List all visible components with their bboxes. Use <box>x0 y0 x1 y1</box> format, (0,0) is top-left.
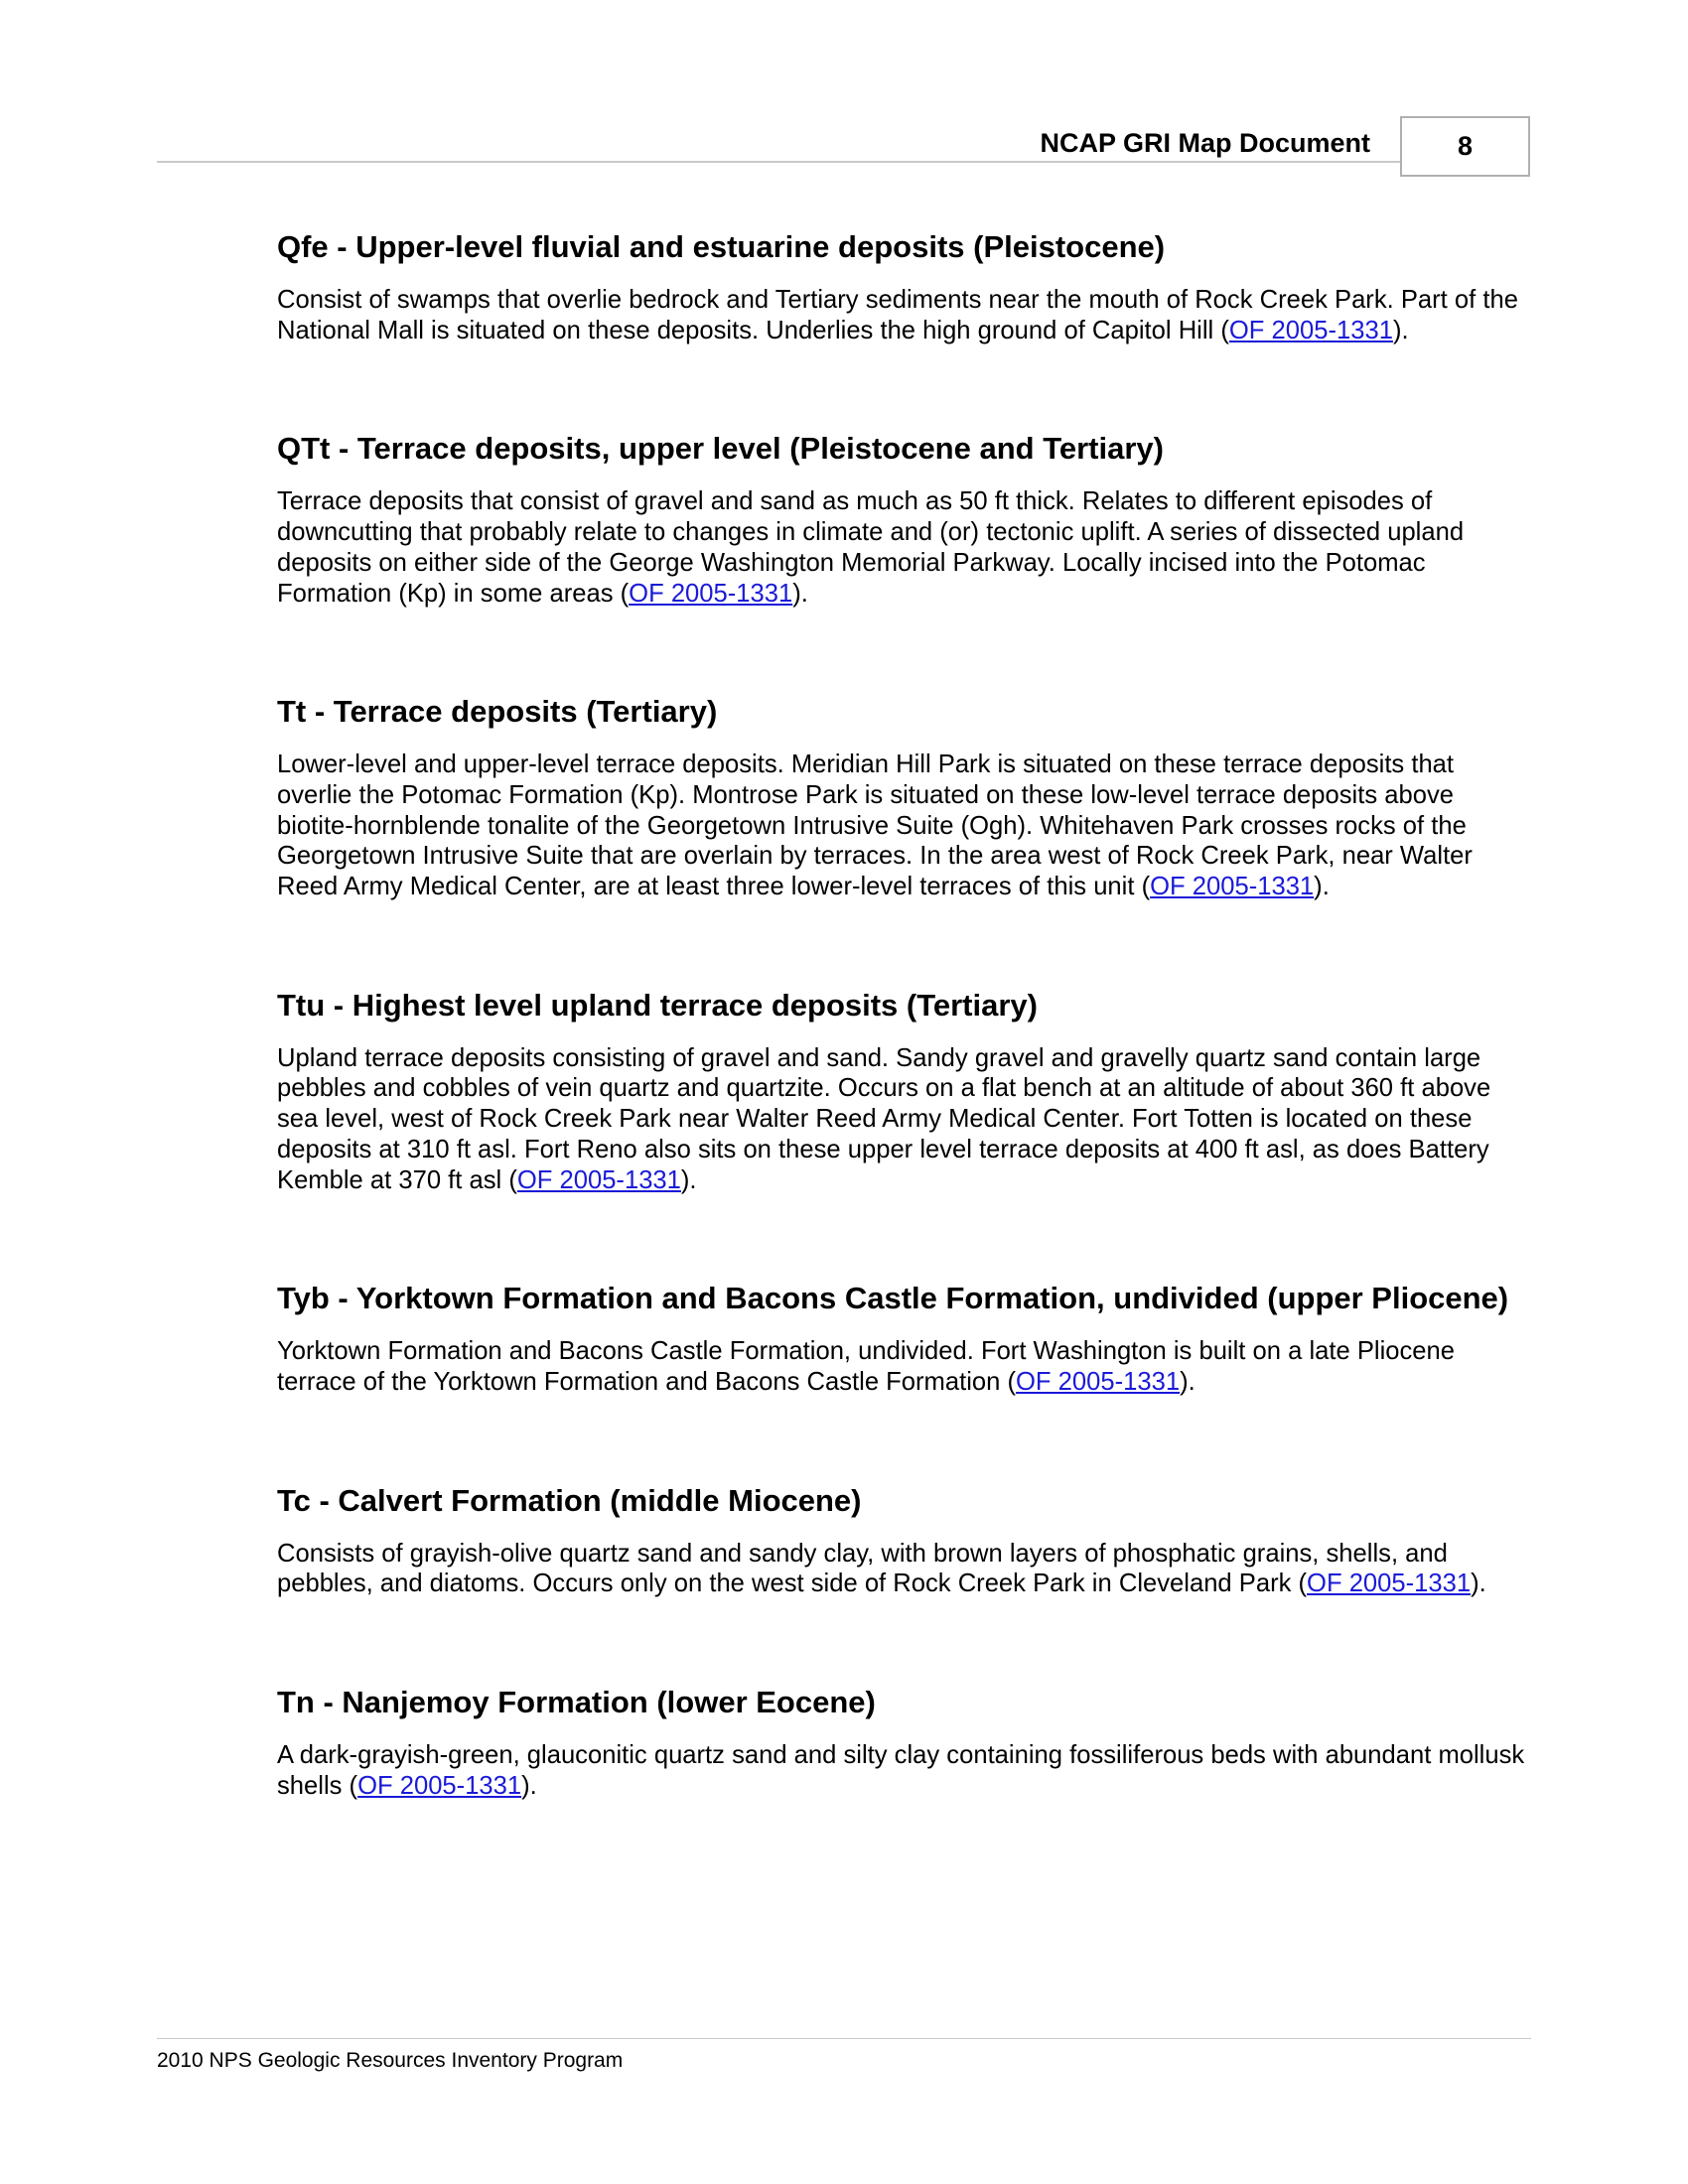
reference-link[interactable]: OF 2005-1331 <box>629 579 793 608</box>
unit-description: Terrace deposits that consist of gravel and sand as much as 50 ft thick. Relates to different episodes of downcutting that probably relate to changes in climate and (or) tectonic uplift. A series of dissected upland deposits on either side of the George Washington Memorial Parkway. Locally incised into the Potomac Formation (Kp) in some areas (OF 2005-1331). <box>277 487 1465 608</box>
unit-entry-tyb <box>277 1280 1528 1397</box>
footer-rule <box>157 2038 1531 2039</box>
document-title: NCAP GRI Map Document <box>1040 128 1370 158</box>
unit-description: Consists of grayish-olive quartz sand and sandy clay, with brown layers of phosphatic grains, shells, and pebbles, and diatoms. Occurs only on the west side of Rock Creek Park in Cleveland Park (OF 2005-1331). <box>277 1539 1486 1598</box>
reference-link[interactable]: OF 2005-1331 <box>1150 873 1315 901</box>
page-number: 8 <box>1400 116 1530 177</box>
unit-description: Upland terrace deposits consisting of gravel and sand. Sandy gravel and gravelly quartz sand contain large pebbles and cobbles of vein quartz and quartzite. Occurs on a flat bench at an altitude of about 360 ft above sea level, west of Rock Creek Park near Walter Reed Army Medical Center. Fort Totten is located on these deposits at 310 ft asl. Fort Reno also sits on these upper level terrace deposits at 400 ft asl, as does Battery Kemble at 370 ft asl (OF 2005-1331). <box>277 1043 1491 1194</box>
unit-description: Yorktown Formation and Bacons Castle Formation, undivided. Fort Washington is built on a late Pliocene terrace of the Yorktown Formation and Bacons Castle Formation (OF 2005-1331). <box>277 1337 1455 1396</box>
unit-entry-tt <box>277 693 1528 902</box>
unit-description: Lower-level and upper-level terrace deposits. Meridian Hill Park is situated on these terrace deposits that overlie the Potomac Formation (Kp). Montrose Park is situated on these low-level terrace deposits above biotite-hornblende tonalite of the Georgetown Intrusive Suite (Ogh). Whitehaven Park crosses rocks of the Georgetown Intrusive Suite that are overlain by terraces. In the area west of Rock Creek Park, near Walter Reed Army Medical Center, are at least three lower-level terraces of this unit (OF 2005-1331). <box>277 751 1473 901</box>
unit-entry-qfe <box>277 228 1528 345</box>
unit-heading: QTt - Terrace deposits, upper level (Pleistocene and Tertiary) <box>277 431 1164 467</box>
unit-description: Consist of swamps that overlie bedrock and Tertiary sediments near the mouth of Rock Creek Park. Part of the National Mall is situated on these deposits. Underlies the high ground of Capitol Hill (OF 2005-1331). <box>277 286 1518 344</box>
unit-description: A dark-grayish-green, glauconitic quartz sand and silty clay containing fossiliferous beds with abundant mollusk shells (OF 2005-1331). <box>277 1741 1525 1800</box>
unit-entry-qtt <box>277 430 1528 609</box>
reference-link[interactable]: OF 2005-1331 <box>1016 1367 1181 1396</box>
reference-link[interactable]: OF 2005-1331 <box>516 1165 681 1194</box>
unit-heading: Tn - Nanjemoy Formation (lower Eocene) <box>277 1685 876 1720</box>
header-rule <box>157 161 1400 163</box>
unit-heading: Qfe - Upper-level fluvial and estuarine deposits (Pleistocene) <box>277 229 1166 264</box>
unit-heading: Tt - Terrace deposits (Tertiary) <box>277 694 718 730</box>
reference-link[interactable]: OF 2005-1331 <box>1228 316 1393 344</box>
unit-entry-tn <box>277 1684 1528 1801</box>
unit-heading: Tyb - Yorktown Formation and Bacons Castle Formation, undivided (upper Pliocene) <box>277 1281 1509 1316</box>
unit-heading: Tc - Calvert Formation (middle Miocene) <box>277 1482 862 1518</box>
unit-descriptions <box>277 228 1528 1801</box>
footer-text: 2010 NPS Geologic Resources Inventory Program <box>157 2049 624 2072</box>
reference-link[interactable]: OF 2005-1331 <box>1307 1570 1472 1598</box>
unit-heading: Ttu - Highest level upland terrace deposits (Tertiary) <box>277 987 1038 1023</box>
unit-entry-tc <box>277 1482 1528 1599</box>
reference-link[interactable]: OF 2005-1331 <box>357 1771 522 1800</box>
unit-entry-ttu <box>277 987 1528 1196</box>
